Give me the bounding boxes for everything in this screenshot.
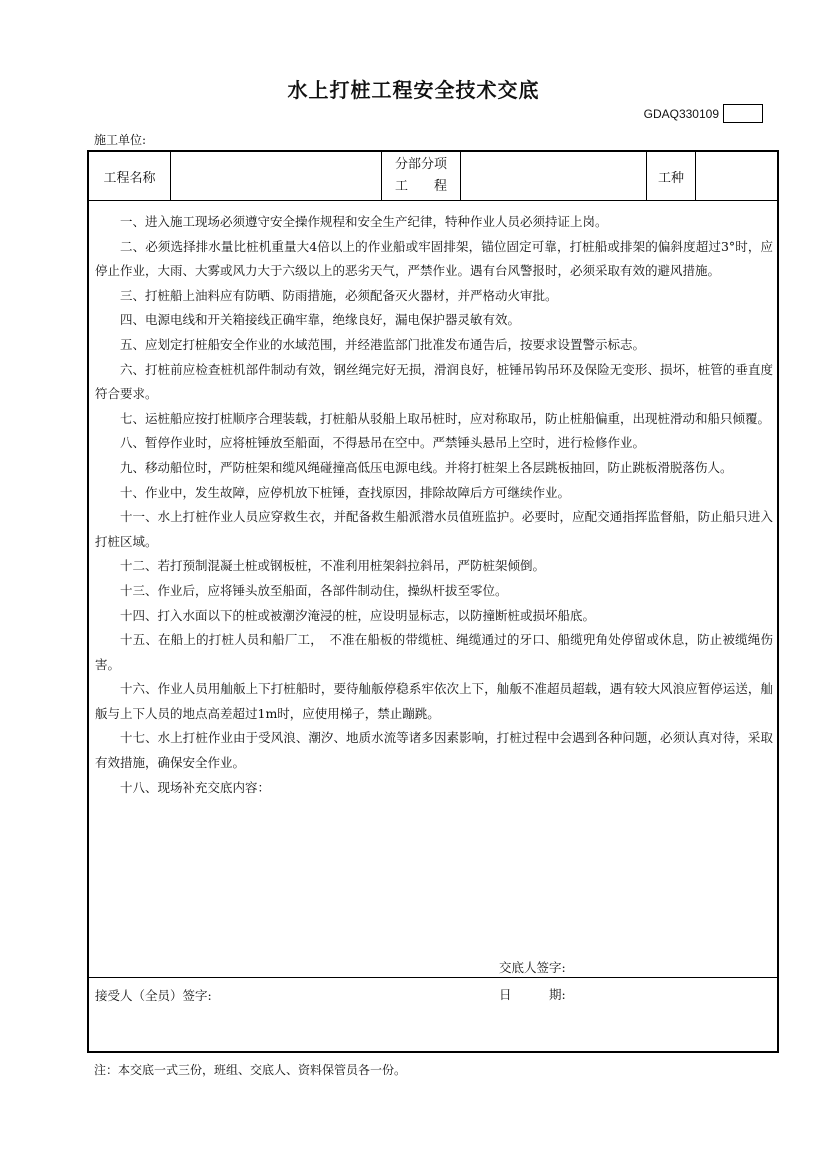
list-item: 八、暂停作业时，应将桩锤放至船面，不得悬吊在空中。严禁锤头悬吊上空时，进行检修作业。 <box>120 435 646 451</box>
receiver-signature-label: 接受人（全员）签字: <box>95 988 212 1003</box>
project-name-label: 工程名称 <box>103 170 156 186</box>
project-name-field[interactable] <box>171 152 381 200</box>
work-type-field[interactable] <box>696 152 777 200</box>
form-code-box[interactable] <box>723 104 763 123</box>
subitem-label-line2: 工 程 <box>394 179 447 194</box>
table-header-row <box>89 152 777 201</box>
list-item: 七、运桩船应按打桩顺序合理装载，打桩船从驳船上取吊桩时，应对称取吊，防止桩船偏重，出现桩滑动和船只倾覆。 <box>120 410 771 426</box>
list-item: 十三、作业后，应将锤头放至船面，各部件制动住，操纵杆拔至零位。 <box>120 582 508 598</box>
list-item: 六、打桩前应检查桩机部件制动有效，钢丝绳完好无损，滑润良好，桩锤吊钩吊环及保险无变形、损坏，桩管的垂直度符合要求。 <box>95 361 773 402</box>
list-item: 十、作业中，发生故障，应停机放下桩锤，查找原因，排除故障后方可继续作业。 <box>120 484 571 500</box>
disclosure-items <box>95 210 773 800</box>
list-item: 四、电源电线和开关箱接线正确牢靠，绝缘良好，漏电保护器灵敏有效。 <box>120 312 521 328</box>
list-item: 一、进入施工现场必须遵守安全操作规程和安全生产纪律，特种作业人员必须持证上岗。 <box>120 214 608 229</box>
list-item: 十五、在船上的打桩人员和船厂工， 不准在船板的带缆桩、绳缆通过的牙口、船缆兜角处停留或休息，防止被缆绳伤害。 <box>95 632 773 672</box>
list-item: 十一、水上打桩作业人员应穿救生衣，并配备救生船派潜水员值班监护。必要时，应配交通指挥监督船，防止船只进入打桩区域。 <box>95 509 773 549</box>
disclosure-table <box>87 150 779 1053</box>
form-code <box>644 104 763 123</box>
form-code-text: GDAQ330109 <box>643 106 719 121</box>
list-item: 三、打桩船上油料应有防晒、防雨措施，必须配备灭火器材，并严格动火审批。 <box>120 287 558 303</box>
footnote: 注：本交底一式三份，班组、交底人、资料保管员各一份。 <box>94 1063 407 1077</box>
subitem-label <box>382 152 460 200</box>
list-item: 十六、作业人员用舢舨上下打桩船时，要待舢舨停稳系牢依次上下，舢舨不准超员超载，遇有较大风浪应暂停运送，舢舨与上下人员的地点高差超过1m时，应使用梯子，禁止蹦跳。 <box>95 681 773 721</box>
signer-label: 交底人签字: <box>499 960 566 975</box>
list-item: 五、应划定打桩船安全作业的水域范围，并经港监部门批准发布通告后，按要求设置警示标志。 <box>120 336 646 352</box>
list-item: 九、移动船位时，严防桩架和缆风绳碰撞高低压电源电线。并将打桩架上各层跳板抽回，防止跳板滑脱落伤人。 <box>120 459 733 475</box>
subitem-field[interactable] <box>461 152 646 200</box>
list-item: 十八、现场补充交底内容： <box>120 779 271 795</box>
list-item: 二、必须选择排水量比桩机重量大4倍以上的作业船或牢固排架，锚位固定可靠，打桩船或排架的偏斜度超过3°时，应停止作业，大雨、大雾或风力大于六级以上的恶劣天气，严禁作业。遇有台风警报时，必须采取有效的避风措施。 <box>95 238 773 279</box>
list-item: 十四、打入水面以下的桩或被潮汐淹浸的桩，应设明显标志，以防撞断桩或损坏船底。 <box>120 607 596 623</box>
work-type-label: 工种 <box>657 170 684 186</box>
subitem-label-line1: 分部分项 <box>394 157 447 172</box>
document-title: 水上打桩工程安全技术交底 <box>287 78 540 102</box>
list-item: 十七、水上打桩作业由于受风浪、潮汐、地质水流等诸多因素影响，打桩过程中会遇到各种问题，必须认真对待，采取有效措施，确保安全作业。 <box>95 730 773 771</box>
list-item: 十二、若打预制混凝土桩或钢板桩，不准利用桩架斜拉斜吊，严防桩架倾倒。 <box>120 558 546 574</box>
date-label: 日 期: <box>499 987 566 1002</box>
construction-unit-label: 施工单位: <box>94 133 147 147</box>
